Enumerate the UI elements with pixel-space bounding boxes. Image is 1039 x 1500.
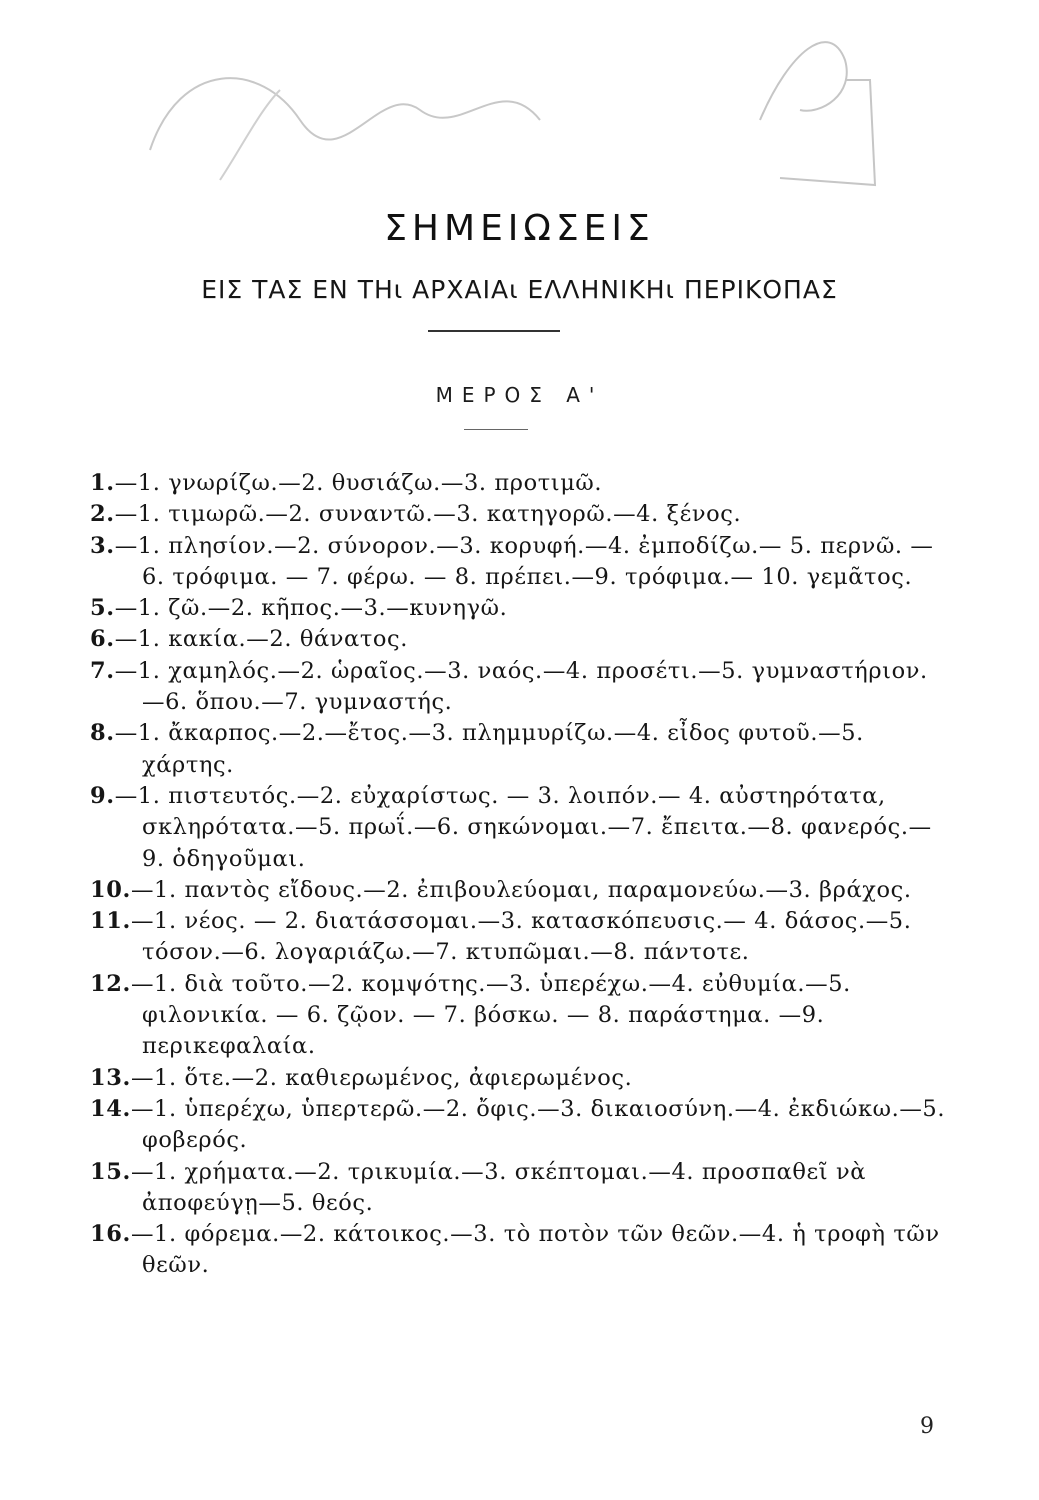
list-item (90, 875, 950, 906)
entry-text: —1. γνωρίζω.—2. θυσιάζω.—3. προτιμῶ. (114, 470, 603, 496)
list-item (90, 499, 950, 530)
entry-number: 9. (90, 782, 115, 809)
list-item (90, 1219, 950, 1282)
entry-text: —1. φόρεμα.—2. κάτοικος.—3. τὸ ποτὸν τῶν θεῶν.—4. ἡ τροφὴ τῶν θεῶν. (130, 1221, 940, 1279)
list-item (90, 624, 950, 655)
entry-text: —1. τιμωρῶ.—2. συναντῶ.—3. κατηγορῶ.—4. ξένος. (114, 501, 742, 528)
entry-number: 16. (90, 1221, 131, 1248)
entry-number: 5. (90, 595, 115, 622)
entry-text: —1. χρήματα.—2. τρικυμία.—3. σκέπτομαι.—4. προσπαθεῖ νὰ ἀποφεύγῃ—5. θεός. (130, 1158, 867, 1216)
entry-number: 11. (90, 908, 131, 935)
list-item (90, 718, 950, 781)
entry-number: 13. (90, 1064, 131, 1091)
entry-number: 12. (90, 970, 131, 997)
handwritten-scribble (0, 0, 1039, 210)
page-number: 9 (920, 1414, 934, 1439)
entry-number: 10. (90, 876, 131, 903)
entry-text: —1. ζῶ.—2. κῆπος.—3.—κυνηγῶ. (114, 595, 508, 622)
entry-text: —1. νέος. — 2. διατάσσομαι.—3. κατασκόπευσις.— 4. δάσος.—5. τόσον.—6. λογαριάζω.—7. κτυπῶμαι.—8. πάντοτε. (130, 908, 912, 966)
entry-text: —1. ὅτε.—2. καθιερωμένος, ἀφιερωμένος. (130, 1064, 633, 1091)
title-divider (428, 330, 560, 332)
list-item (90, 781, 950, 875)
entry-number: 3. (90, 532, 115, 559)
list-item (90, 531, 950, 594)
entry-text: —1. πιστευτός.—2. εὐχαρίστως. — 3. λοιπόν.— 4. αὐστηρότατα, σκληρότατα.—5. πρωΐ.—6. σηκώνομαι.—7. ἔπειτα.—8. φανερός.—9. ὁδηγοῦμαι. (114, 782, 932, 872)
part-heading: ΜΕΡΟΣ Α' (435, 383, 604, 407)
list-item (90, 656, 950, 719)
list-item (90, 1157, 950, 1220)
list-item (90, 468, 950, 499)
entry-text: —1. χαμηλός.—2. ὡραῖος.—3. ναός.—4. προσέτι.—5. γυμναστήριον.—6. ὅπου.—7. γυμναστής. (114, 657, 928, 716)
list-item (90, 1094, 950, 1157)
list-item (90, 906, 950, 969)
entry-text: —1. παντὸς εἴδους.—2. ἐπιβουλεύομαι, παραμονεύω.—3. βράχος. (130, 876, 912, 903)
part-divider (464, 429, 528, 430)
entry-text: —1. κακία.—2. θάνατος. (114, 626, 408, 653)
notes-list (90, 468, 950, 1282)
list-item (90, 969, 950, 1063)
entry-text: —1. διὰ τοῦτο.—2. κομψότης.—3. ὑπερέχω.—4. εὐθυμία.—5. φιλονικία. — 6. ζῷον. — 7. βόσκω. — 8. παράστημα. —9. περικεφαλαία. (130, 970, 851, 1060)
entry-number: 2. (90, 501, 115, 528)
entry-number: 1. (90, 470, 115, 496)
entry-text: —1. πλησίον.—2. σύνορον.—3. κορυφή.—4. ἐμποδίζω.— 5. περνῶ. — 6. τρόφιμα. — 7. φέρω. — 8. πρέπει.—9. τρόφιμα.— 10. γεμᾶτος. (114, 532, 934, 590)
entry-number: 7. (90, 657, 115, 684)
list-item (90, 1063, 950, 1094)
entry-number: 14. (90, 1095, 131, 1122)
page-subtitle: ΕΙΣ ΤΑΣ ΕΝ ΤΗι ΑΡΧΑΙΑι ΕΛΛΗΝΙΚΗι ΠΕΡΙΚΟΠΑΣ (201, 275, 838, 304)
page-title: ΣΗΜΕΙΩΣΕΙΣ (384, 208, 655, 249)
entry-number: 15. (90, 1158, 131, 1185)
entry-text: —1. ἄκαρπος.—2.—ἔτος.—3. πλημμυρίζω.—4. εἶδος φυτοῦ.—5. χάρτης. (114, 720, 864, 778)
entry-text: —1. ὑπερέχω, ὑπερτερῶ.—2. ὄφις.—3. δικαιοσύνη.—4. ἐκδιώκω.—5. φοβερός. (130, 1095, 946, 1154)
entry-number: 8. (90, 720, 115, 747)
entry-number: 6. (90, 626, 115, 653)
list-item (90, 593, 950, 624)
